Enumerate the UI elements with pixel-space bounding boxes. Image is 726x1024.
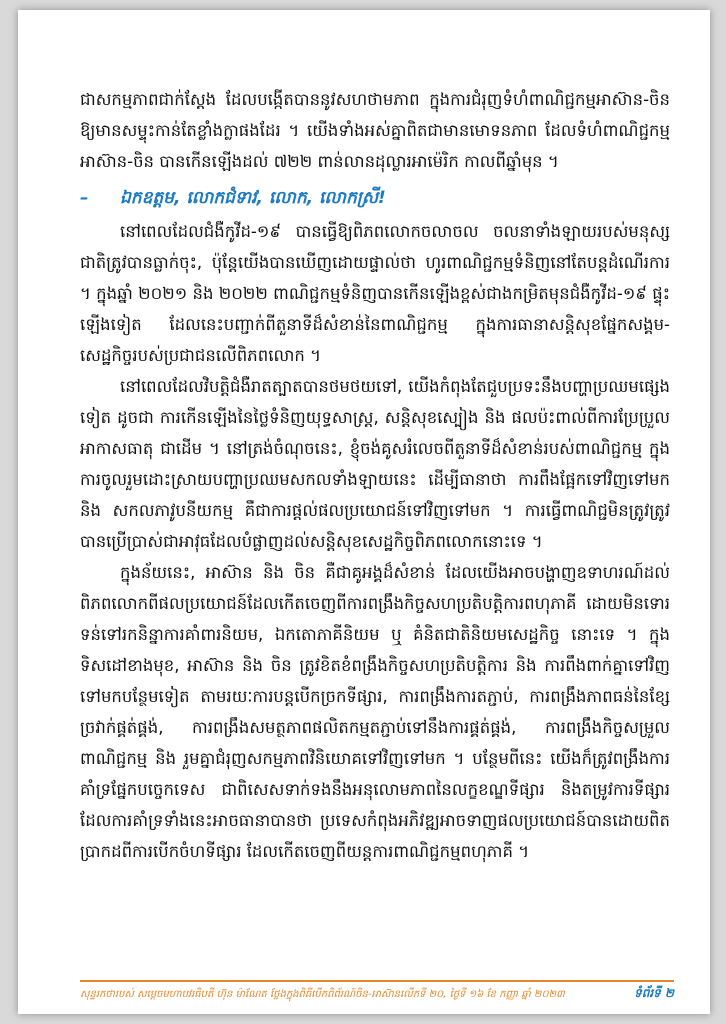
paragraph-asean-china-cooperation: ក្នុងន័យនេះ, អាស៊ាន និង ចិន គឺជាគូអង្គដ៏សំខាន់ ដែលយើងអាចបង្ហាញឧទាហរណ៍ដល់ពិភពលោកពីផលប្រយោជន៍ដែលកើតចេញពីការពង្រឹងកិច្ចសហប្រតិបត្តិការពហុភាគី ដោយមិនទោរទន់ទៅរកនិន្នាការគាំពារនិយម, ឯកតោភាគីនិយម ឬ គំនិតជាតិនិយមសេដ្ឋកិច្ច នោះទេ ។ ក្នុងទិសដៅខាងមុខ, អាស៊ាន និង ចិន ត្រូវខិតខំពង្រឹងកិច្ចសហប្រតិបត្តិការ និង ការពឹងពាក់គ្នាទៅវិញទៅមកបន្ថែមទៀត តាមរយៈការបន្តបើកច្រកទីផ្សារ, ការពង្រឹងការតភ្ជាប់, ការពង្រឹងភាពធន់នៃខ្សែច្រវាក់ផ្គត់ផ្គង់, ការពង្រឹងសមត្ថភាពផលិតកម្មតភ្ជាប់ទៅនឹងការផ្គត់ផ្គង់, ការពង្រឹងកិច្ចសម្រួលពាណិជ្ជកម្ម និង រួមគ្នាជំរុញសកម្មភាពវិនិយោគទៅវិញទៅមក ។ បន្ថែមពីនេះ យើងក៏ត្រូវពង្រឹងការគាំទ្រផ្នែកបច្ចេកទេស ជាពិសេសទាក់ទងនឹងអនុលោមភាពនៃលក្ខខណ្ឌទីផ្សារ និងតម្រូវការទីផ្សារ ដែលការគាំទ្រទាំងនេះអាចធានាបានថា ប្រទេសកំពុងអភិវឌ្ឍអាចទាញផលប្រយោជន៍បានដោយពិតប្រាកដពីការបើកចំហទីផ្សារ ដែលកើតចេញពីយន្តការពាណិជ្ជកម្មពហុភាគី ។ [80, 563, 670, 861]
paragraph-covid-trade: នៅពេលដែលជំងឺកូវីដ-១៩ បានធ្វើឱ្យពិភពលោកចលាចល ចលនាទាំងឡាយរបស់មនុស្សជាតិត្រូវបានធ្លាក់ចុះ, ប៉ុន្តែយើងបានឃើញដោយផ្ទាល់ថា ហូរពាណិជ្ជកម្មទំនិញនៅតែបន្តដំណើរការ ។ ក្នុងឆ្នាំ ២០២១ និង ២០២២ ពាណិជ្ជកម្មទំនិញបានកើនឡើងខ្ពស់ជាងកម្រិតមុនជំងឺកូវីដ-១៩ ផ្ទុះឡើងទៀត ដែលនេះបញ្ជាក់ពីតួនាទីដ៏សំខាន់នៃពាណិជ្ជកម្ម ក្នុងការធានាសន្តិសុខផ្នែកសង្គម-សេដ្ឋកិច្ចរបស់ប្រជាជនលើពិភពលោក ។ [80, 222, 670, 365]
document-page [18, 10, 710, 1014]
page-number: ទំព័រទី ២ [634, 986, 674, 1000]
page-footer [80, 980, 674, 1003]
salutation-text: ឯកឧត្តម, លោកជំទាវ, លោក, លោកស្រី! [120, 188, 386, 208]
salutation-dash: – [80, 188, 89, 208]
paragraph-global-challenges: នៅពេលដែលវិបត្តិជំងឺរាតត្បាតបានថមថយទៅ, យើងកំពុងតែជួបប្រទះនឹងបញ្ហាប្រឈមផ្សេងទៀត ដូចជា ការកើនឡើងនៃថ្លៃទំនិញយុទ្ធសាស្ត្រ, សន្តិសុខស្បៀង និង ផលប៉ះពាល់ពីការប្រែប្រួលអាកាសធាតុ ជាដើម ។ នៅត្រង់ចំណុចនេះ, ខ្ញុំចង់គូសរំលេចពីតួនាទីដ៏សំខាន់របស់ពាណិជ្ជកម្ម ក្នុងការចូលរួមដោះស្រាយបញ្ហាប្រឈមសកលទាំងឡាយនេះ ដើម្បីធានាថា ការពឹងផ្អែកទៅវិញទៅមក និង សកលភាវូបនីយកម្ម គឺជាការផ្តល់ផលប្រយោជន៍ទៅវិញទៅមក ។ ការធ្វើពាណិជ្ជមិនត្រូវត្រូវបានប្រើប្រាស់ជាអាវុធដែលបំផ្លាញដល់សន្តិសុខសេដ្ឋកិច្ចពិភពលោកនោះទេ ។ [80, 377, 670, 551]
salutation [80, 183, 670, 214]
paragraph-trade-synergy: ជាសកម្មភាពជាក់ស្តែង ដែលបង្កើតបាននូវសហថាមភាព ក្នុងការជំរុញទំហំពាណិជ្ជកម្មអាស៊ាន-ចិន ឱ្យមានសម្ទុះកាន់តែខ្លាំងក្លាផងដែរ ។ យើងទាំងអស់គ្នាពិតជាមានមោទនភាព ដែលទំហំពាណិជ្ជកម្មអាស៊ាន-ចិន បានកើនឡើងដល់ ៧២២ ពាន់លានដុល្លារអាម៉េរិក កាលពីឆ្នាំមុន ។ [80, 90, 670, 171]
speech-body [80, 84, 670, 867]
footer-caption: សុន្ទរកថារបស់ សម្តេចមហាបវរធិបតី ហ៊ុន ម៉ាណែត ថ្លែងក្នុងពិធីបើកពិព័រណ៍ចិន-អាស៊ានលើកទី ២០, ថ្ងៃទី ១៦ ខែ កញ្ញា ឆ្នាំ ២០២៣ [80, 988, 565, 1000]
